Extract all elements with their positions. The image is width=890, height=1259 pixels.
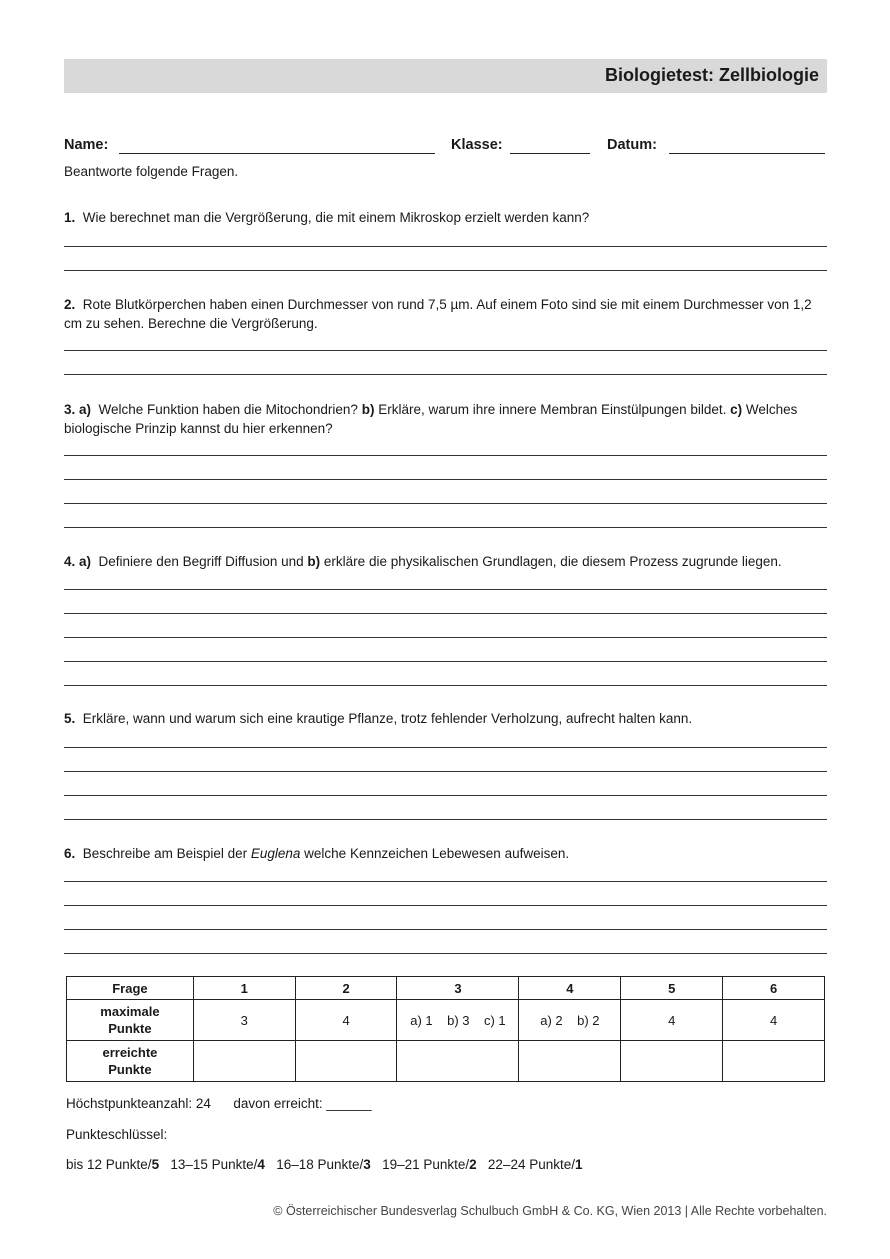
answer-line[interactable]: [64, 661, 827, 662]
achieved-points-cell[interactable]: [295, 1041, 397, 1082]
achieved-points-cell[interactable]: [397, 1041, 519, 1082]
answer-line[interactable]: [64, 905, 827, 906]
question-2: 2. Rote Blutkörperchen haben einen Durchmesser von rund 7,5 µm. Auf einem Foto sind sie mit einem Durchmesser von 1,2 cm zu sehen. Berechne die Vergrößerung.: [64, 297, 812, 331]
question-3: 3. a) Welche Funktion haben die Mitochondrien? b) Erkläre, warum ihre innere Membran Einstülpungen bildet. c) Welches biologische Prinzip kannst du hier erkennen?: [64, 402, 798, 436]
table-header-cell: 3: [397, 977, 519, 1000]
question-number: 4. a): [64, 554, 92, 569]
table-header-cell: 2: [295, 977, 397, 1000]
answer-line[interactable]: [64, 589, 827, 590]
achieved-points-cell[interactable]: [519, 1041, 621, 1082]
max-points-cell: a) 1 b) 3 c) 1: [397, 1000, 519, 1041]
answer-line[interactable]: [64, 881, 827, 882]
answer-line[interactable]: [64, 795, 827, 796]
table-header-cell: 5: [621, 977, 723, 1000]
grading-key-item: 22–24 Punkte/1: [487, 1157, 583, 1172]
question-1: 1. Wie berechnet man die Vergrößerung, die mit einem Mikroskop erzielt werden kann?: [64, 210, 590, 225]
grading-key-item: 13–15 Punkte/4: [170, 1157, 265, 1172]
date-label: Datum:: [607, 137, 657, 153]
grading-key-item: 19–21 Punkte/2: [382, 1157, 477, 1172]
answer-line[interactable]: [64, 479, 827, 480]
grading-key-label: Punkteschlüssel:: [66, 1127, 168, 1142]
max-points-cell: 4: [723, 1000, 825, 1041]
grading-key-item: 16–18 Punkte/3: [276, 1157, 371, 1172]
instruction: Beantworte folgende Fragen.: [64, 164, 239, 179]
answer-line[interactable]: [64, 953, 827, 954]
achieved-points-cell[interactable]: [723, 1041, 825, 1082]
answer-line[interactable]: [64, 527, 827, 528]
max-points-cell: 4: [295, 1000, 397, 1041]
name-field[interactable]: [119, 153, 435, 154]
max-points-label: maximale Punkte: [67, 1000, 194, 1041]
max-points-cell: a) 2 b) 2: [519, 1000, 621, 1041]
question-number: 2.: [64, 297, 76, 312]
grading-key: [66, 1157, 583, 1172]
name-label: Name:: [64, 137, 109, 153]
answer-line[interactable]: [64, 637, 827, 638]
max-points-cell: 3: [193, 1000, 295, 1041]
question-number: 3. a): [64, 402, 92, 417]
question-4: 4. a) Definiere den Begriff Diffusion und b) erkläre die physikalischen Grundlagen, die diesem Prozess zugrunde liegen.: [64, 554, 782, 569]
table-header-cell: Frage: [67, 977, 194, 1000]
question-5: 5. Erkläre, wann und warum sich eine krautige Pflanze, trotz fehlender Verholzung, aufrecht halten kann.: [64, 711, 693, 726]
achieved-points-cell[interactable]: [621, 1041, 723, 1082]
max-points-text: Höchstpunkteanzahl: 24 davon erreicht: ______: [66, 1096, 372, 1111]
achieved-points-cell[interactable]: [193, 1041, 295, 1082]
grading-key-item: bis 12 Punkte/5: [66, 1157, 160, 1172]
answer-line[interactable]: [64, 246, 827, 247]
score-table: [66, 976, 825, 1082]
question-number: 5.: [64, 711, 76, 726]
question-number: 1.: [64, 210, 76, 225]
title-bar: [64, 59, 827, 93]
answer-line[interactable]: [64, 374, 827, 375]
achieved-points-text: davon erreicht: ______: [233, 1096, 372, 1111]
answer-line[interactable]: [64, 747, 827, 748]
class-field[interactable]: [510, 153, 590, 154]
achieved-points-label: erreichte Punkte: [67, 1041, 194, 1082]
table-header-cell: 6: [723, 977, 825, 1000]
question-6: 6. Beschreibe am Beispiel der Euglena welche Kennzeichen Lebewesen aufweisen.: [64, 846, 570, 861]
table-header-cell: 1: [193, 977, 295, 1000]
answer-line[interactable]: [64, 350, 827, 351]
answer-line[interactable]: [64, 503, 827, 504]
answer-line[interactable]: [64, 685, 827, 686]
answer-line[interactable]: [64, 455, 827, 456]
copyright-footer: © Österreichischer Bundesverlag Schulbuch GmbH & Co. KG, Wien 2013 | Alle Rechte vorbehalten.: [273, 1204, 827, 1218]
table-header-cell: 4: [519, 977, 621, 1000]
answer-line[interactable]: [64, 819, 827, 820]
answer-line[interactable]: [64, 929, 827, 930]
answer-line[interactable]: [64, 270, 827, 271]
answer-line[interactable]: [64, 613, 827, 614]
page-title: Biologietest: Zellbiologie: [604, 65, 819, 85]
date-field[interactable]: [669, 153, 825, 154]
max-points-cell: 4: [621, 1000, 723, 1041]
question-number: 6.: [64, 846, 76, 861]
class-label: Klasse:: [451, 137, 503, 153]
answer-line[interactable]: [64, 771, 827, 772]
